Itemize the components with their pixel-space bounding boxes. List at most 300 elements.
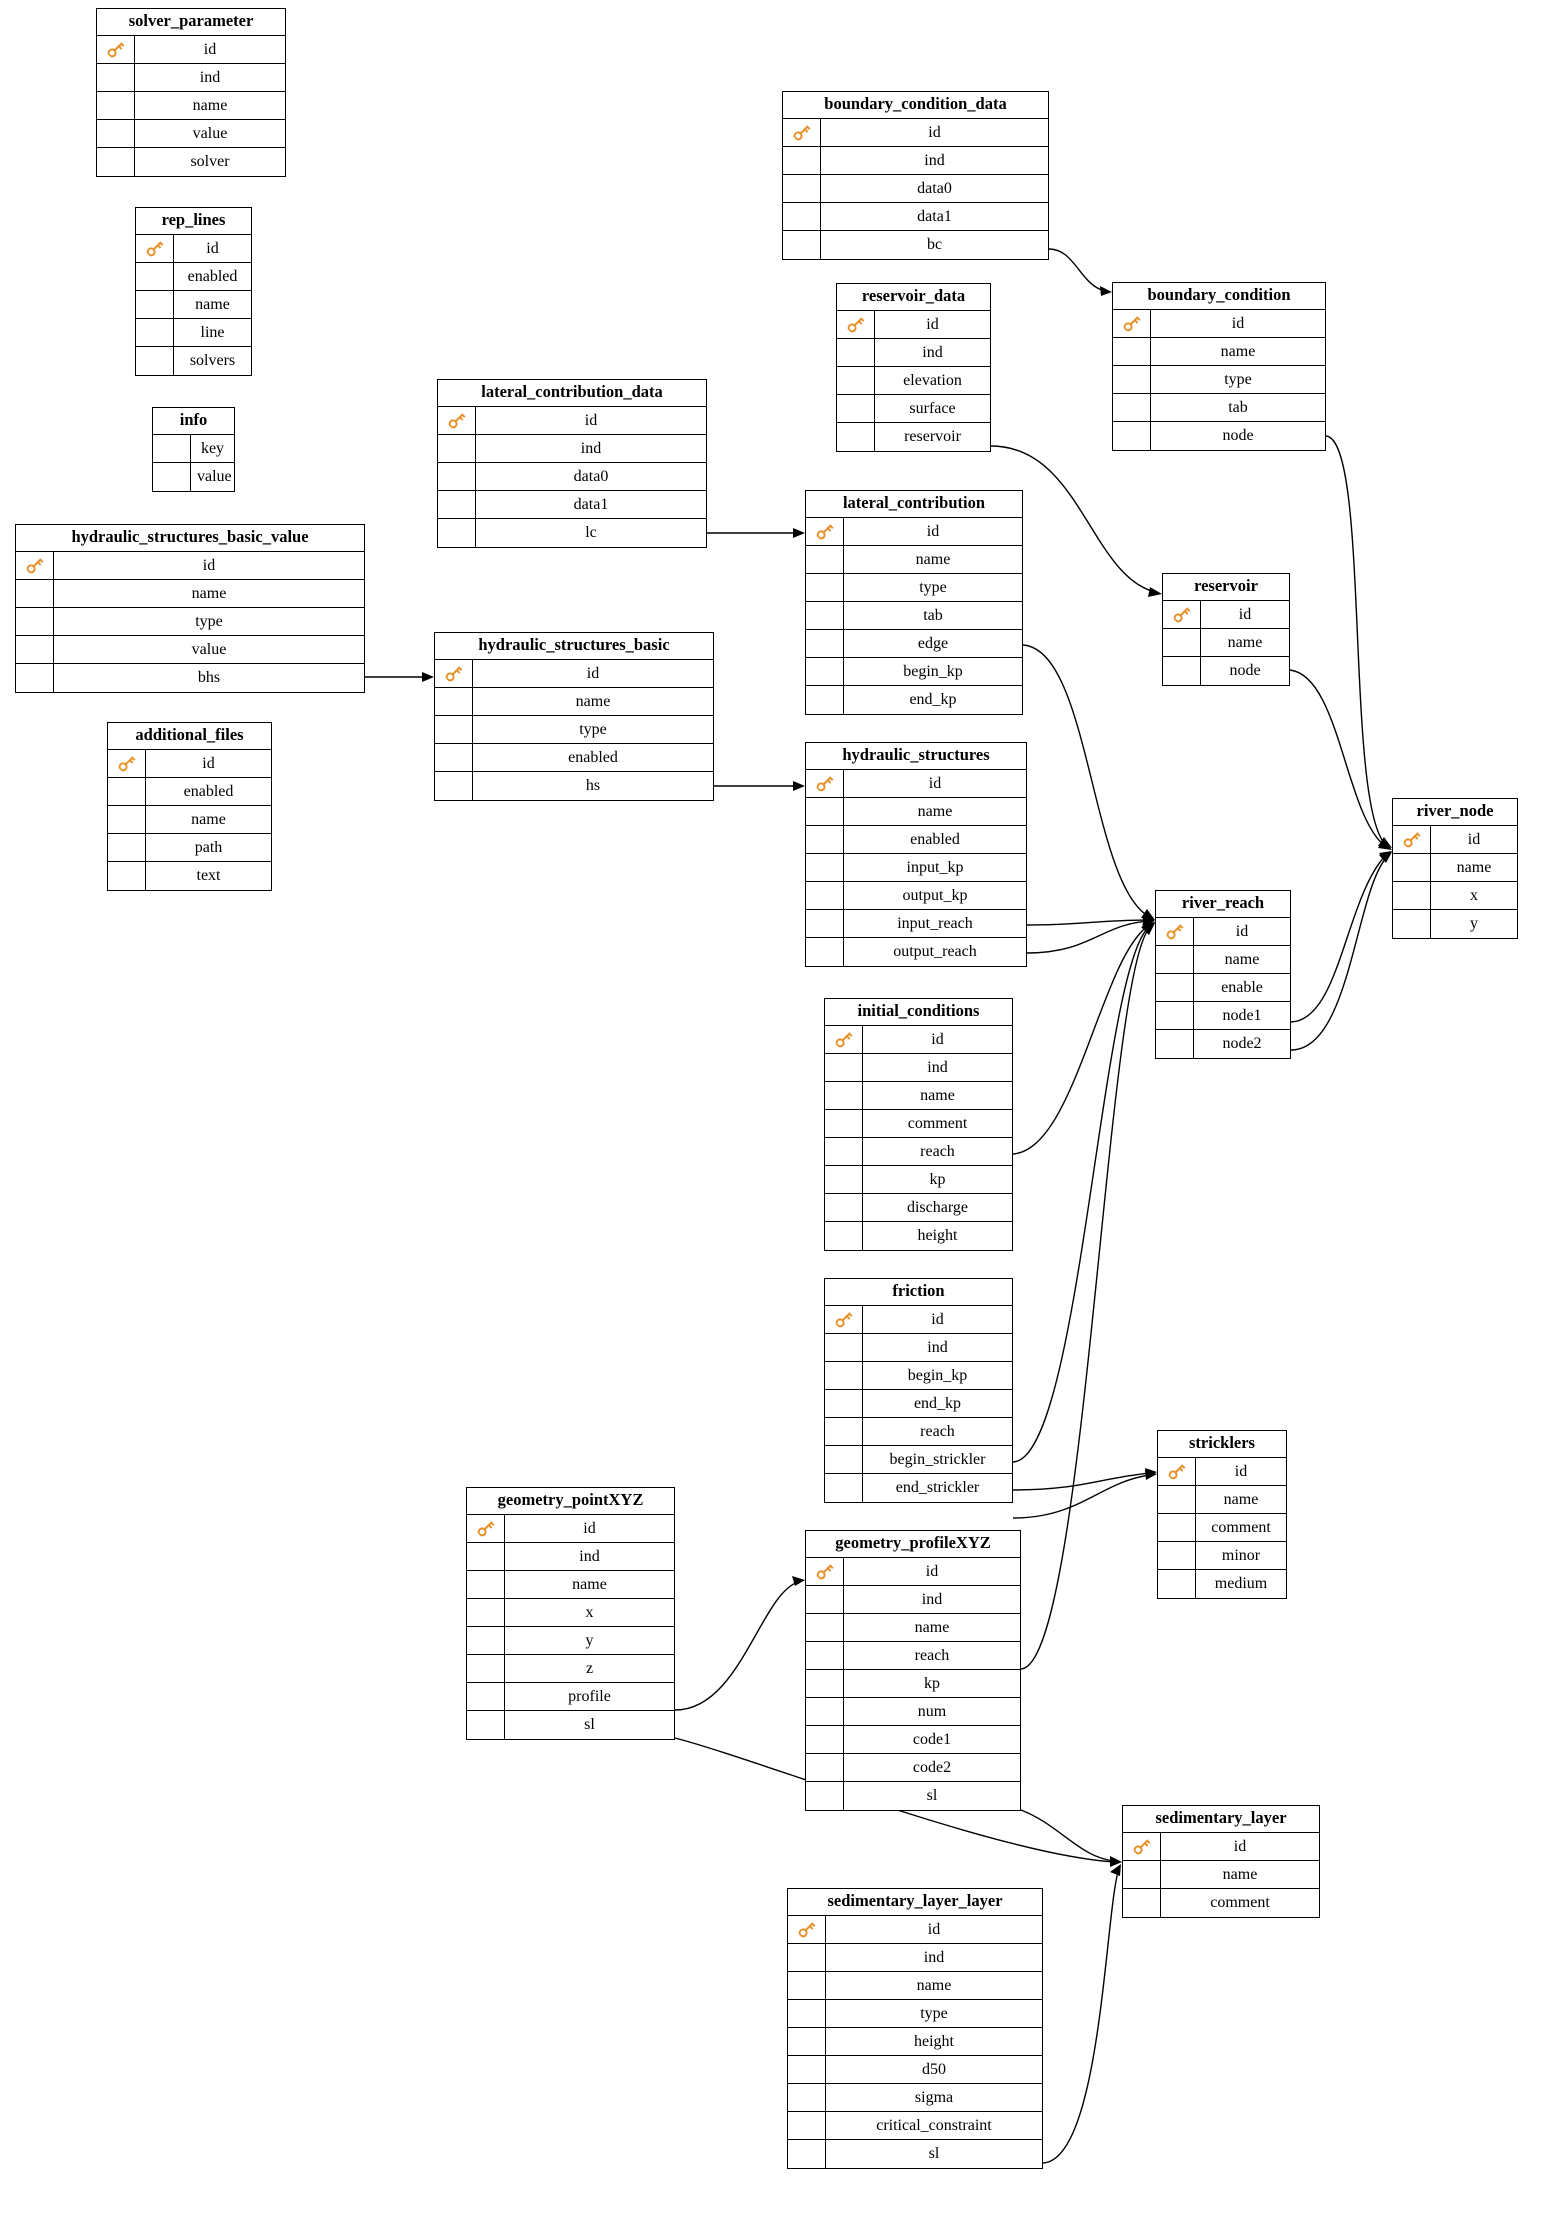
attribute-key-cell (837, 339, 875, 366)
attribute-row (16, 552, 364, 580)
attribute-row (1123, 1861, 1319, 1889)
attribute-row (1163, 629, 1289, 657)
attribute-key-cell (806, 798, 844, 825)
attribute-key-cell (16, 580, 54, 607)
attribute-row (153, 463, 234, 491)
attribute-key-cell (825, 1054, 863, 1081)
attribute-key-cell (1156, 946, 1194, 973)
attribute-row (1113, 366, 1325, 394)
attribute-name: ind (922, 343, 943, 361)
attribute-name: surface (909, 399, 956, 417)
attribute-key-cell (806, 574, 844, 601)
attribute-name: solver (190, 152, 230, 170)
primary-key-icon (105, 39, 126, 60)
primary-key-cell (837, 311, 875, 338)
attribute-row (1393, 910, 1517, 938)
primary-key-icon (116, 753, 137, 774)
attribute-name: name (195, 295, 230, 313)
attribute-key-cell (806, 1726, 844, 1753)
attribute-key-cell (467, 1571, 505, 1598)
entity-title: lateral_contribution (806, 491, 1022, 518)
attribute-key-cell (1158, 1514, 1196, 1541)
primary-key-icon (144, 238, 165, 259)
attribute-name: output_reach (893, 942, 977, 960)
primary-key-icon (796, 1919, 817, 1940)
attribute-row (825, 1474, 1012, 1502)
attribute-row (825, 1082, 1012, 1110)
attribute-name: name (1223, 1490, 1259, 1508)
attribute-key-cell (1113, 394, 1151, 421)
entity-title: boundary_condition (1113, 283, 1325, 310)
primary-key-cell (825, 1306, 863, 1333)
attribute-name: ind (924, 151, 945, 169)
attribute-name: node (1222, 426, 1254, 444)
primary-key-cell (788, 1916, 826, 1943)
attribute-name: name (572, 1575, 607, 1593)
attribute-name: id (931, 1310, 944, 1328)
attribute-row (136, 291, 251, 319)
attribute-row (467, 1711, 674, 1739)
attribute-key-cell (788, 2056, 826, 2083)
attribute-row (788, 2112, 1042, 2140)
attribute-row (788, 1972, 1042, 2000)
attribute-row (806, 602, 1022, 630)
attribute-row (1393, 854, 1517, 882)
attribute-key-cell (825, 1166, 863, 1193)
attribute-key-cell (136, 347, 174, 375)
attribute-name: bc (926, 235, 943, 253)
primary-key-cell (435, 660, 473, 687)
attribute-name: reach (920, 1142, 955, 1160)
attribute-row (806, 1614, 1020, 1642)
attribute-row (806, 686, 1022, 714)
attribute-name: id (927, 1920, 941, 1938)
entity-table-hydraulic_structures_basic[interactable] (434, 632, 714, 801)
attribute-row (1163, 601, 1289, 629)
attribute-row (1156, 918, 1290, 946)
entity-title: additional_files (108, 723, 271, 750)
attribute-row (153, 435, 234, 463)
attribute-name: enabled (183, 782, 234, 800)
attribute-key-cell (825, 1222, 863, 1250)
attribute-key-cell (825, 1474, 863, 1502)
entity-table-rep_lines[interactable] (135, 207, 252, 376)
attribute-row (435, 744, 713, 772)
attribute-key-cell (825, 1110, 863, 1137)
attribute-name: enable (1221, 978, 1263, 996)
attribute-name: ind (927, 1058, 948, 1076)
attribute-row (1113, 422, 1325, 450)
attribute-row (435, 772, 713, 800)
attribute-key-cell (806, 910, 844, 937)
attribute-row (825, 1362, 1012, 1390)
attribute-key-cell (108, 834, 146, 861)
entity-title: geometry_pointXYZ (467, 1488, 674, 1515)
attribute-key-cell (97, 64, 135, 91)
attribute-name: name (915, 550, 951, 568)
attribute-row (97, 120, 285, 148)
attribute-name: id (586, 664, 600, 682)
attribute-key-cell (1156, 1030, 1194, 1058)
attribute-name: id (926, 315, 939, 333)
attribute-row (108, 778, 271, 806)
attribute-key-cell (825, 1138, 863, 1165)
attribute-key-cell (788, 1944, 826, 1971)
attribute-key-cell (1393, 854, 1431, 881)
attribute-name: end_strickler (895, 1478, 980, 1496)
attribute-name: id (1467, 830, 1481, 848)
attribute-name: z (585, 1659, 594, 1677)
attribute-key-cell (806, 1642, 844, 1669)
attribute-row (16, 636, 364, 664)
attribute-row (1158, 1486, 1286, 1514)
attribute-name: name (191, 810, 226, 828)
attribute-key-cell (1113, 422, 1151, 450)
attribute-row (1158, 1514, 1286, 1542)
attribute-key-cell (136, 291, 174, 318)
attribute-key-cell (1393, 910, 1431, 938)
attribute-row (806, 658, 1022, 686)
attribute-name: type (919, 578, 947, 596)
attribute-key-cell (783, 231, 821, 259)
attribute-name: data0 (573, 467, 609, 485)
attribute-row (783, 203, 1048, 231)
primary-key-cell (806, 1558, 844, 1585)
attribute-name: id (1233, 1837, 1247, 1855)
attribute-row (136, 263, 251, 291)
attribute-row (1123, 1889, 1319, 1917)
entity-table-sedimentary_layer_layer[interactable] (787, 1888, 1043, 2169)
entity-table-lateral_contribution_data[interactable] (437, 379, 707, 548)
attribute-name: data1 (917, 207, 952, 225)
attribute-row (1113, 394, 1325, 422)
attribute-name: type (195, 612, 223, 630)
primary-key-cell (1113, 310, 1151, 337)
attribute-key-cell (467, 1599, 505, 1626)
attribute-row (438, 463, 706, 491)
attribute-key-cell (806, 1670, 844, 1697)
attribute-row (1113, 310, 1325, 338)
entity-table-geometry_profileXYZ[interactable] (805, 1530, 1021, 1811)
primary-key-icon (1164, 921, 1185, 942)
attribute-row (806, 1726, 1020, 1754)
attribute-key-cell (806, 658, 844, 685)
attribute-name: minor (1221, 1546, 1261, 1564)
attribute-name: id (926, 522, 940, 540)
attribute-name: output_kp (902, 886, 968, 904)
attribute-name: node (1229, 661, 1261, 679)
primary-key-icon (833, 1309, 854, 1330)
attribute-key-cell (435, 744, 473, 771)
attribute-key-cell (825, 1362, 863, 1389)
entity-title: sedimentary_layer (1123, 1806, 1319, 1833)
attribute-key-cell (806, 1782, 844, 1810)
attribute-key-cell (467, 1543, 505, 1570)
primary-key-cell (1393, 826, 1431, 853)
entity-table-river_node[interactable] (1392, 798, 1518, 939)
attribute-name: comment (907, 1114, 968, 1132)
primary-key-icon (814, 773, 835, 794)
attribute-row (136, 235, 251, 263)
attribute-name: name (1222, 1865, 1258, 1883)
attribute-key-cell (825, 1418, 863, 1445)
attribute-row (438, 435, 706, 463)
entity-title: lateral_contribution_data (438, 380, 706, 407)
attribute-key-cell (806, 686, 844, 714)
attribute-key-cell (108, 806, 146, 833)
entity-table-friction[interactable] (824, 1278, 1013, 1503)
entity-table-sedimentary_layer[interactable] (1122, 1805, 1320, 1918)
entity-title: reservoir (1163, 574, 1289, 601)
attribute-key-cell (837, 423, 875, 451)
attribute-key-cell (825, 1446, 863, 1473)
attribute-name: critical_constraint (876, 2116, 992, 2134)
attribute-name: name (1227, 633, 1263, 651)
attribute-key-cell (97, 120, 135, 147)
attribute-row (1393, 882, 1517, 910)
entity-table-additional_files[interactable] (107, 722, 272, 891)
primary-key-cell (16, 552, 54, 579)
attribute-key-cell (1123, 1861, 1161, 1888)
attribute-row (825, 1446, 1012, 1474)
attribute-name: x (585, 1603, 594, 1621)
attribute-row (806, 518, 1022, 546)
entity-table-lateral_contribution[interactable] (805, 490, 1023, 715)
entity-table-initial_conditions[interactable] (824, 998, 1013, 1251)
attribute-name: id (1234, 1462, 1248, 1480)
attribute-key-cell (1123, 1889, 1161, 1917)
attribute-name: begin_strickler (889, 1450, 986, 1468)
attribute-name: reservoir (904, 427, 961, 445)
entity-title: hydraulic_structures_basic_value (16, 525, 364, 552)
attribute-row (825, 1054, 1012, 1082)
entity-title: rep_lines (136, 208, 251, 235)
attribute-row (16, 664, 364, 692)
attribute-name: y (1470, 914, 1478, 932)
attribute-key-cell (435, 716, 473, 743)
attribute-name: value (191, 640, 227, 658)
primary-key-cell (1123, 1833, 1161, 1860)
attribute-key-cell (806, 1754, 844, 1781)
attribute-name: id (202, 754, 215, 772)
attribute-key-cell (467, 1627, 505, 1654)
attribute-name: begin_kp (903, 662, 963, 680)
attribute-name: ind (921, 1590, 943, 1608)
attribute-key-cell (806, 854, 844, 881)
attribute-name: sigma (914, 2088, 954, 2106)
attribute-key-cell (783, 175, 821, 202)
entity-table-reservoir[interactable] (1162, 573, 1290, 686)
attribute-row (825, 1390, 1012, 1418)
attribute-row (1156, 946, 1290, 974)
attribute-row (837, 311, 990, 339)
attribute-name: edge (917, 634, 949, 652)
primary-key-icon (814, 521, 835, 542)
attribute-row (806, 1782, 1020, 1810)
attribute-name: bhs (197, 668, 221, 686)
attribute-key-cell (806, 546, 844, 573)
entity-table-stricklers[interactable] (1157, 1430, 1287, 1599)
primary-key-icon (1171, 604, 1192, 625)
attribute-name: enabled (187, 267, 238, 285)
primary-key-cell (1156, 918, 1194, 945)
attribute-row (97, 92, 285, 120)
attribute-key-cell (1163, 657, 1201, 685)
primary-key-cell (108, 750, 146, 777)
attribute-row (825, 1222, 1012, 1250)
attribute-key-cell (136, 263, 174, 290)
attribute-row (806, 1558, 1020, 1586)
attribute-row (467, 1655, 674, 1683)
attribute-key-cell (806, 826, 844, 853)
attribute-name: name (1456, 858, 1492, 876)
attribute-name: code1 (912, 1730, 952, 1748)
entity-table-river_reach[interactable] (1155, 890, 1291, 1059)
entity-title: solver_parameter (97, 9, 285, 36)
entity-title: river_reach (1156, 891, 1290, 918)
attribute-row (825, 1194, 1012, 1222)
attribute-name: input_reach (897, 914, 973, 932)
attribute-name: lc (585, 523, 597, 541)
attribute-row (1113, 338, 1325, 366)
attribute-key-cell (806, 1614, 844, 1641)
attribute-row (467, 1599, 674, 1627)
attribute-name: id (925, 1562, 939, 1580)
attribute-row (806, 882, 1026, 910)
attribute-name: id (1231, 314, 1245, 332)
entity-title: friction (825, 1279, 1012, 1306)
attribute-key-cell (97, 92, 135, 119)
attribute-row (825, 1138, 1012, 1166)
attribute-name: enabled (910, 830, 960, 848)
attribute-row (788, 1916, 1042, 1944)
attribute-key-cell (837, 367, 875, 394)
attribute-name: kp (924, 1674, 940, 1692)
attribute-name: d50 (922, 2060, 946, 2078)
primary-key-cell (1163, 601, 1201, 628)
attribute-name: hs (585, 776, 601, 794)
attribute-name: data0 (917, 179, 952, 197)
attribute-key-cell (783, 147, 821, 174)
entity-table-hydraulic_structures_basic_value[interactable] (15, 524, 365, 693)
attribute-row (788, 2000, 1042, 2028)
primary-key-cell (825, 1026, 863, 1053)
attribute-name: ind (199, 68, 221, 86)
attribute-key-cell (825, 1194, 863, 1221)
entity-table-geometry_pointXYZ[interactable] (466, 1487, 675, 1740)
attribute-name: id (928, 123, 941, 141)
attribute-row (825, 1418, 1012, 1446)
attribute-key-cell (108, 862, 146, 890)
attribute-key-cell (467, 1655, 505, 1682)
entity-table-boundary_condition_data[interactable] (782, 91, 1049, 260)
attribute-name: code2 (912, 1758, 952, 1776)
attribute-row (825, 1026, 1012, 1054)
attribute-key-cell (435, 688, 473, 715)
attribute-key-cell (1393, 882, 1431, 909)
attribute-name: ind (580, 439, 602, 457)
attribute-row (788, 1944, 1042, 1972)
primary-key-icon (24, 555, 45, 576)
attribute-row (435, 716, 713, 744)
attribute-key-cell (435, 772, 473, 800)
attribute-key-cell (136, 319, 174, 346)
attribute-row (837, 395, 990, 423)
attribute-row (783, 119, 1048, 147)
attribute-name: height (917, 1226, 958, 1244)
attribute-name: id (584, 411, 598, 429)
attribute-row (438, 407, 706, 435)
attribute-row (806, 1754, 1020, 1782)
entity-title: boundary_condition_data (783, 92, 1048, 119)
entity-title: info (153, 408, 234, 435)
attribute-row (1156, 1030, 1290, 1058)
attribute-row (1158, 1458, 1286, 1486)
entity-title: geometry_profileXYZ (806, 1531, 1020, 1558)
attribute-row (837, 339, 990, 367)
attribute-key-cell (806, 630, 844, 657)
attribute-row (16, 580, 364, 608)
attribute-key-cell (1158, 1570, 1196, 1598)
entity-table-reservoir_data[interactable] (836, 283, 991, 452)
attribute-row (1158, 1570, 1286, 1598)
attribute-key-cell (806, 602, 844, 629)
attribute-name: name (191, 584, 227, 602)
attribute-key-cell (467, 1711, 505, 1739)
attribute-row (783, 231, 1048, 259)
attribute-key-cell (825, 1334, 863, 1361)
attribute-name: id (1238, 605, 1252, 623)
entity-table-solver_parameter[interactable] (96, 8, 286, 177)
entity-table-boundary_condition[interactable] (1112, 282, 1326, 451)
attribute-key-cell (788, 2140, 826, 2168)
attribute-key-cell (788, 1972, 826, 1999)
attribute-row (467, 1515, 674, 1543)
entity-title: stricklers (1158, 1431, 1286, 1458)
attribute-row (1156, 1002, 1290, 1030)
attribute-key-cell (1113, 366, 1151, 393)
attribute-row (806, 938, 1026, 966)
attribute-key-cell (1156, 1002, 1194, 1029)
attribute-name: solvers (189, 351, 236, 369)
attribute-name: reach (914, 1646, 950, 1664)
attribute-name: name (914, 1618, 950, 1636)
attribute-row (108, 862, 271, 890)
attribute-key-cell (438, 435, 476, 462)
attribute-name: id (928, 774, 942, 792)
attribute-name: text (196, 866, 221, 884)
primary-key-cell (97, 36, 135, 63)
entity-table-hydraulic_structures[interactable] (805, 742, 1027, 967)
attribute-row (806, 574, 1022, 602)
attribute-row (1156, 974, 1290, 1002)
attribute-name: elevation (903, 371, 962, 389)
attribute-name: tab (1228, 398, 1248, 416)
attribute-name: node1 (1222, 1006, 1262, 1024)
entity-table-info[interactable] (152, 407, 235, 492)
attribute-name: medium (1214, 1574, 1268, 1592)
attribute-name: end_kp (909, 690, 957, 708)
attribute-row (825, 1334, 1012, 1362)
attribute-row (806, 826, 1026, 854)
attribute-name: height (914, 2032, 954, 2050)
attribute-name: id (583, 1519, 596, 1537)
attribute-row (1393, 826, 1517, 854)
attribute-row (806, 1698, 1020, 1726)
attribute-name: comment (1211, 1518, 1271, 1536)
attribute-row (467, 1627, 674, 1655)
attribute-name: type (1224, 370, 1252, 388)
